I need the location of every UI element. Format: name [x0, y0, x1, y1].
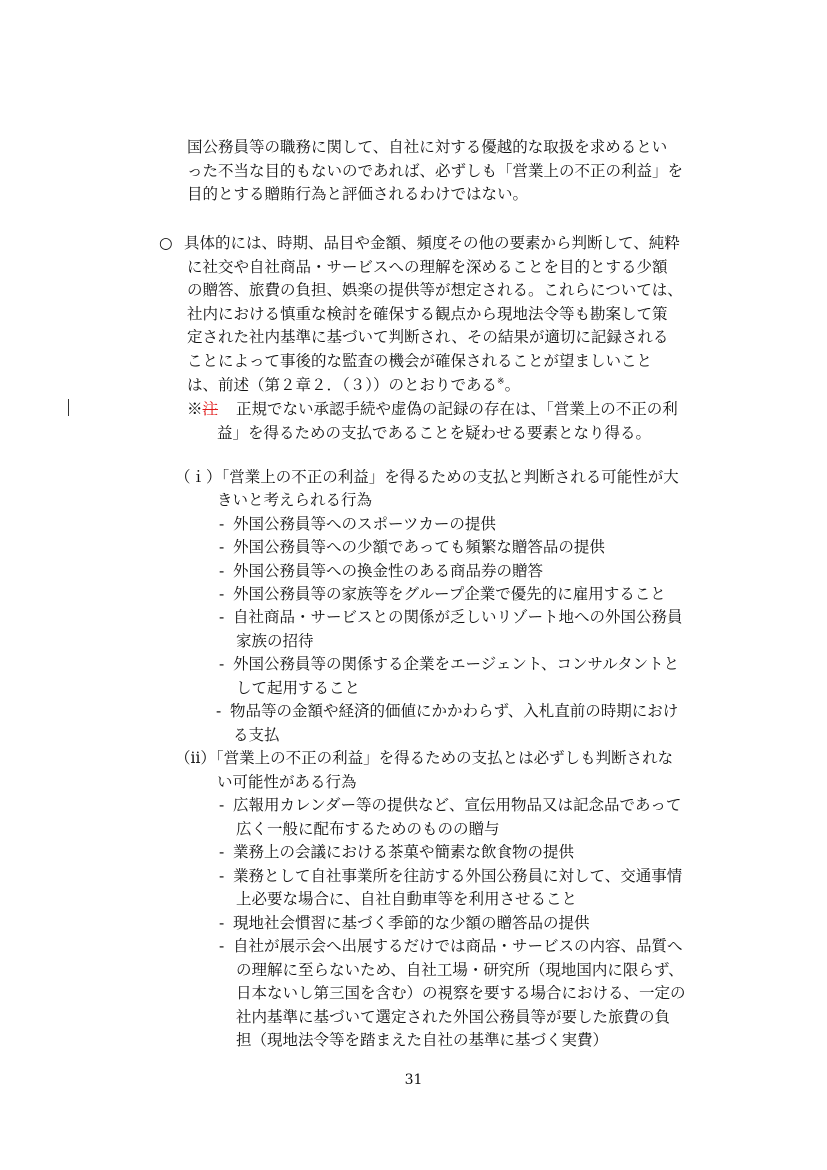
dash-bullet-icon: - — [219, 585, 225, 603]
dash-bullet-icon: - — [216, 702, 222, 720]
page-number: 31 — [404, 1072, 423, 1088]
paragraph-line: ことによって事後的な監査の機会が確保されることが望ましいこと — [187, 352, 653, 370]
dash-bullet-icon: - — [219, 937, 225, 955]
note-mark: ※ — [187, 400, 203, 418]
list-item-text: して起用すること — [236, 679, 361, 697]
list-item-text: 担（現地法令等を踏まえた自社の基準に基づく実費） — [236, 1031, 609, 1049]
dash-bullet-icon: - — [219, 843, 225, 861]
list-item-text: 自社が展示会へ出展するだけでは商品・サービスの内容、品質へ — [233, 937, 683, 955]
list-item-text: 外国公務員等への換金性のある商品券の贈答 — [233, 562, 544, 580]
list-item-text: 家族の招待 — [236, 632, 314, 650]
list-item-text: 外国公務員等の家族等をグループ企業で優先的に雇用すること — [233, 585, 666, 603]
paragraph-line: 目的とする贈賄行為と評価されるわけではない。 — [187, 185, 529, 203]
list-item-text: 社内基準に基づいて選定された外国公務員等が要した旅費の負 — [236, 1008, 671, 1026]
paragraph-line-last — [187, 374, 520, 397]
dash-bullet-icon: - — [219, 867, 225, 885]
paragraph-line: 社内における慎重な検討を確保する観点から現地法令等も勘案して策 — [187, 305, 668, 323]
list-item-text: 外国公務員等への少額であっても頻繁な贈答品の提供 — [233, 538, 605, 556]
circle-bullet-icon: ○ — [159, 234, 173, 252]
paragraph-line: 具体的には、時期、品目や金額、頻度その他の要素から判断して、純粋 — [184, 234, 680, 252]
list-item-text: の理解に至らないため、自社工場・研究所（現地国内に限らず、 — [236, 961, 684, 979]
note-text-line: 益」を得るための支払であることを疑わせる要素となり得る。 — [217, 424, 652, 442]
list-item-text: 業務上の会議における茶菓や簡素な飲食物の提供 — [233, 843, 575, 861]
note-reference-mark: ※ — [497, 377, 505, 387]
note-text-line: 正規でない承認手続や虚偽の記録の存在は、「営業上の不正の利 — [236, 400, 678, 418]
note-line — [187, 398, 218, 421]
list-item-text: 日本ないし第三国を含む）の視察を要する場合における、一定の — [236, 984, 686, 1002]
dash-bullet-icon: - — [219, 515, 225, 533]
list-item-text: 業務として自社事業所を往訪する外国公務員に対して、交通事情 — [233, 867, 683, 885]
section-heading: い可能性がある行為 — [217, 773, 357, 791]
list-item-text: 広く一般に配布するためのものの贈与 — [236, 820, 500, 838]
section-heading: （ⅱ）「営業上の不正の利益」を得るための支払とは必ずしも判断されな — [175, 749, 674, 767]
paragraph-line: 定された社内基準に基づいて判断され、その結果が適切に記録される — [187, 328, 669, 346]
dash-bullet-icon: - — [219, 914, 225, 932]
dash-bullet-icon: - — [219, 608, 225, 626]
list-item-text: 広報用カレンダー等の提供など、宣伝用物品又は記念品であって — [233, 796, 682, 814]
list-item-text: 外国公務員等へのスポーツカーの提供 — [233, 515, 496, 533]
paragraph-line: 国公務員等の職務に関して、自社に対する優越的な取扱を求めるとい — [187, 138, 668, 156]
section-heading: （ｉ）「営業上の不正の利益」を得るための支払と判断される可能性が大 — [175, 468, 679, 486]
list-item-text: 外国公務員等の関係する企業をエージェント、コンサルタントと — [233, 655, 680, 673]
list-item-text: 自社商品・サービスとの関係が乏しいリゾート地への外国公務員 — [233, 608, 683, 626]
dash-bullet-icon: - — [219, 538, 225, 556]
section-heading: きいと考えられる行為 — [217, 491, 373, 509]
dash-bullet-icon: - — [219, 655, 225, 673]
list-item-text: 現地社会慣習に基づく季節的な少額の贈答品の提供 — [233, 914, 590, 932]
paragraph-line: に社交や自社商品・サービスへの理解を深めることを目的とする少額 — [187, 258, 668, 276]
dash-bullet-icon: - — [219, 796, 225, 814]
paragraph-line: った不当な目的もないのであれば、必ずしも「営業上の不正の利益」を — [187, 162, 684, 180]
sentence-end-mark: 。 — [504, 376, 521, 394]
list-item-text: 物品等の金額や経済的価値にかかわらず、入札直前の時期におけ — [230, 702, 679, 720]
list-item-text: る支払 — [233, 726, 280, 744]
paragraph-line: の贈答、旅費の負担、娯楽の提供等が想定される。これらについては、 — [187, 281, 683, 299]
list-item-text: 上必要な場合に、自社自動車等を利用させること — [236, 890, 578, 908]
revision-change-bar — [68, 399, 69, 416]
paragraph-text: は、前述（第２章２．（３））のとおりである — [187, 376, 498, 394]
dash-bullet-icon: - — [219, 562, 225, 580]
struck-revision-text: 注 — [202, 400, 219, 418]
